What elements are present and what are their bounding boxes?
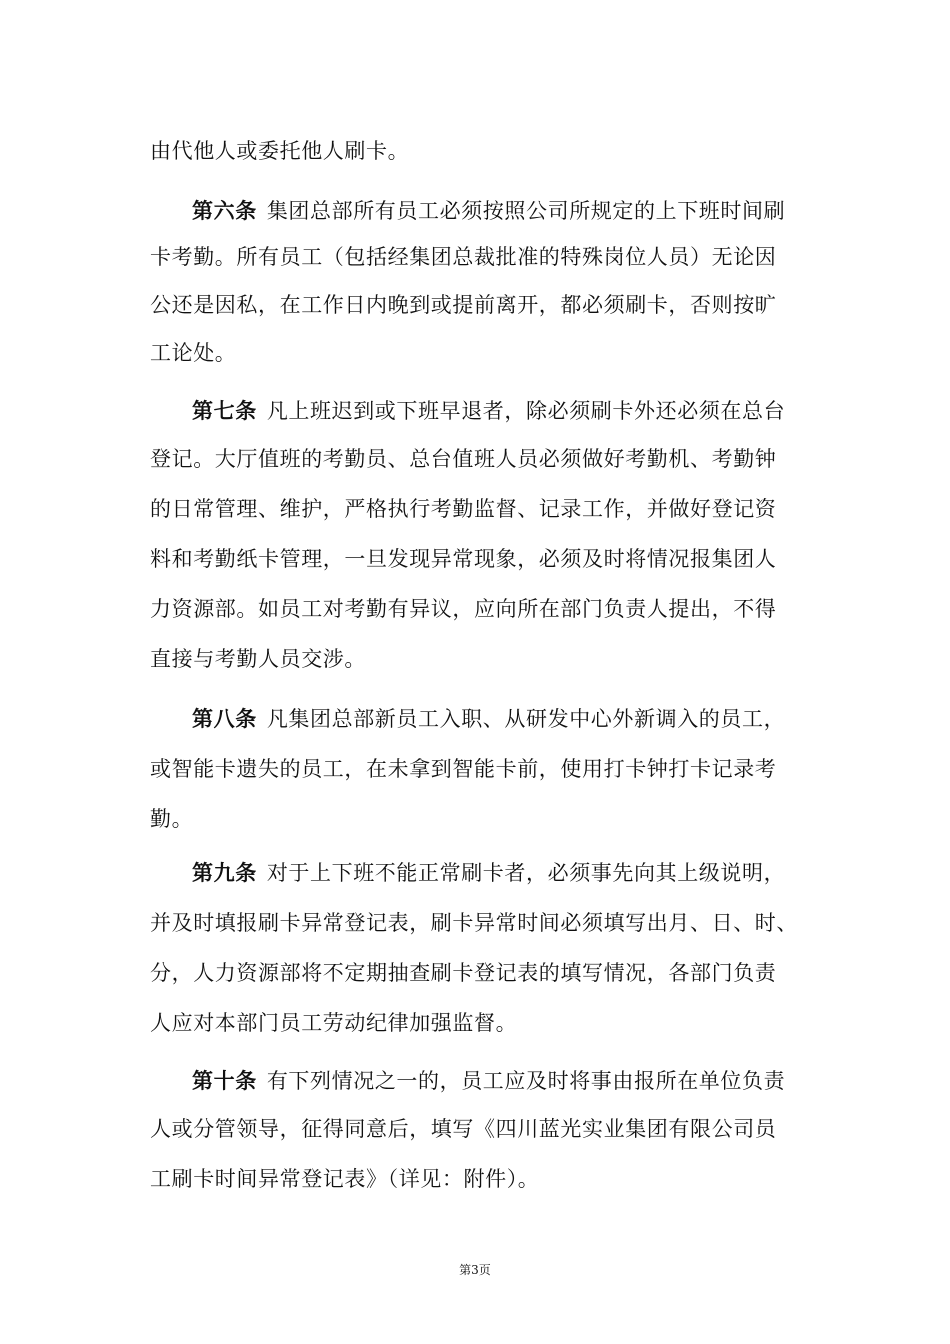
article-7-heading: 第七条 — [192, 398, 257, 423]
article-9-heading: 第九条 — [192, 860, 257, 885]
paragraph-line: 公还是因私，在工作日内晚到或提前离开，都必须刷卡，否则按旷 — [150, 293, 777, 317]
paragraph-line: 直接与考勤人员交涉。 — [150, 647, 366, 671]
paragraph-line: 登记。大厅值班的考勤员、总台值班人员必须做好考勤机、考勤钟 — [150, 447, 777, 471]
paragraph-line: 人应对本部门员工劳动纪律加强监督。 — [150, 1011, 518, 1035]
article-7-line: 第七条 凡上班迟到或下班早退者，除必须刷卡外还必须在总台 — [192, 398, 786, 423]
article-10-heading: 第十条 — [192, 1068, 257, 1093]
paragraph-line: 的日常管理、维护，严格执行考勤监督、记录工作，并做好登记资 — [150, 497, 777, 521]
paragraph-line: 分，人力资源部将不定期抽查刷卡登记表的填写情况，各部门负责 — [150, 961, 777, 985]
article-10-line: 第十条 有下列情况之一的，员工应及时将事由报所在单位负责 — [192, 1068, 786, 1093]
paragraph-line: 勤。 — [150, 807, 194, 831]
paragraph-line: 或智能卡遗失的员工，在未拿到智能卡前，使用打卡钟打卡记录考 — [150, 757, 777, 781]
paragraph-line: 卡考勤。所有员工（包括经集团总裁批准的特殊岗位人员）无论因 — [150, 245, 777, 269]
paragraph-line: 料和考勤纸卡管理，一旦发现异常现象，必须及时将情况报集团人 — [150, 547, 777, 571]
paragraph-line: 力资源部。如员工对考勤有异议，应向所在部门负责人提出，不得 — [150, 597, 777, 621]
article-6-line: 第六条 集团总部所有员工必须按照公司所规定的上下班时间刷 — [192, 198, 786, 223]
paragraph-line: 由代他人或委托他人刷卡。 — [150, 139, 410, 163]
paragraph-line: 工刷卡时间异常登记表》（详见：附件）。 — [150, 1167, 540, 1191]
paragraph-line: 并及时填报刷卡异常登记表，刷卡异常时间必须填写出月、日、时、 — [150, 911, 798, 935]
article-9-line: 第九条 对于上下班不能正常刷卡者，必须事先向其上级说明， — [192, 860, 786, 885]
page-number: 第3页 — [459, 1263, 491, 1277]
paragraph-line: 工论处。 — [150, 341, 237, 365]
article-8-heading: 第八条 — [192, 706, 257, 731]
paragraph-line: 人或分管领导，征得同意后，填写《四川蓝光实业集团有限公司员 — [150, 1117, 777, 1141]
article-8-line: 第八条 凡集团总部新员工入职、从研发中心外新调入的员工， — [192, 706, 786, 731]
article-6-heading: 第六条 — [192, 198, 257, 223]
